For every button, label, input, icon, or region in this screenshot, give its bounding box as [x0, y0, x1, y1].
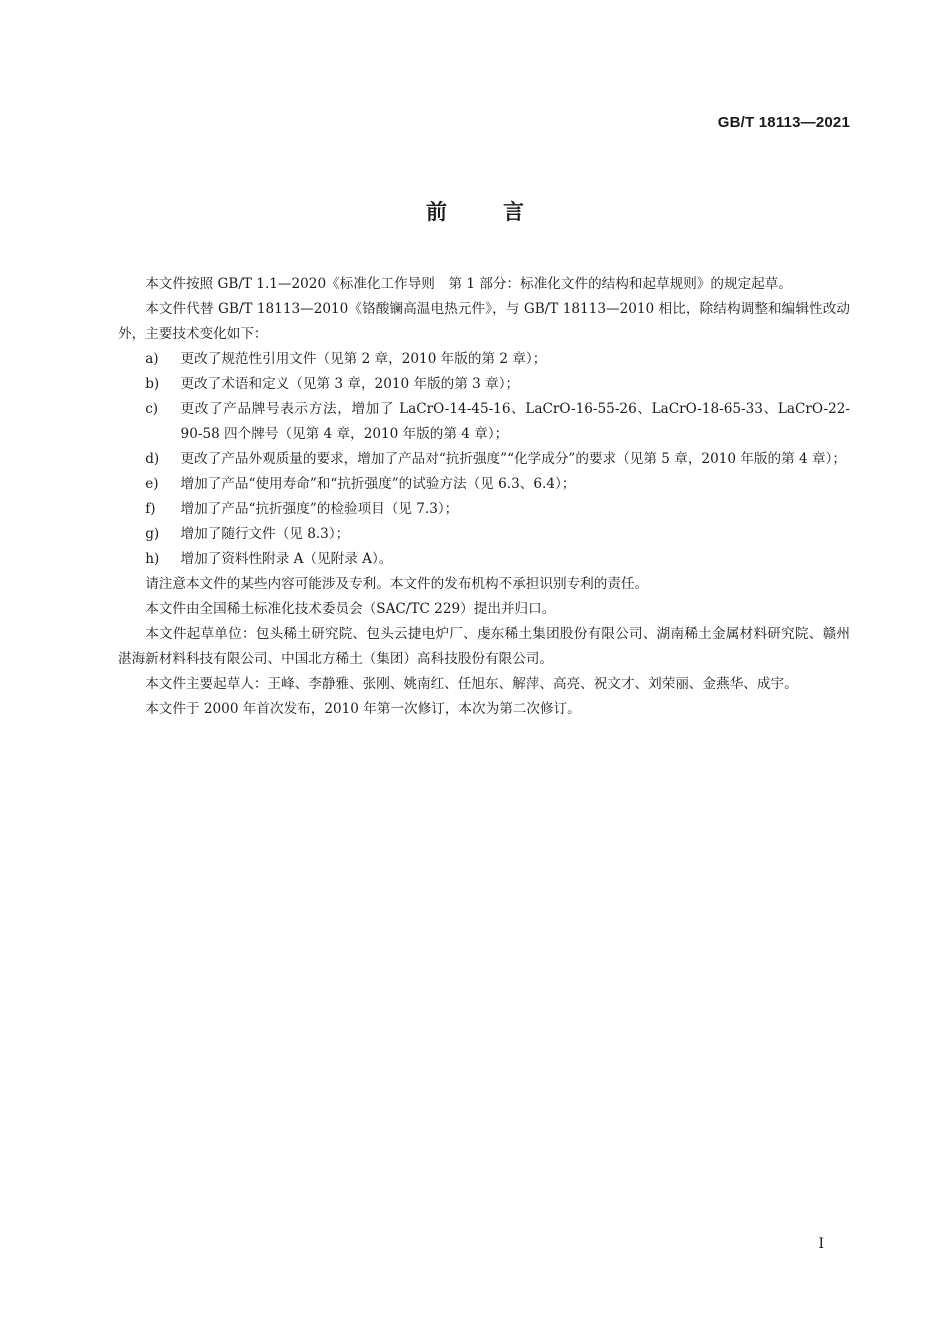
list-item	[145, 547, 850, 572]
list-item	[145, 522, 850, 547]
list-item-text: 更改了产品牌号表示方法，增加了 LaCrO-14-45-16、LaCrO-16-55-26、LaCrO-18-65-33、LaCrO-22-90-58 四个牌号（见第 4 章，2010 年版的第 4 章）；	[180, 401, 850, 442]
standard-code: GB/T 18113—2021	[717, 114, 850, 131]
paragraph-drafters: 本文件主要起草人：王峰、李静雅、张刚、姚南红、任旭东、解萍、高亮、祝文才、刘荣丽、金燕华、成宇。	[145, 676, 798, 692]
paragraph-drafting-rule: 本文件按照 GB/T 1.1—2020《标准化工作导则 第 1 部分：标准化文件的结构和起草规则》的规定起草。	[145, 276, 792, 292]
list-item-text: 更改了产品外观质量的要求，增加了产品对“抗折强度”“化学成分”的要求（见第 5 章，2010 年版的第 4 章）；	[180, 451, 846, 467]
list-item-text: 更改了术语和定义（见第 3 章，2010 年版的第 3 章）；	[180, 376, 520, 392]
list-item-mark: g)	[145, 526, 160, 542]
list-item-mark: a)	[145, 351, 159, 367]
list-item-text: 更改了规范性引用文件（见第 2 章，2010 年版的第 2 章）；	[180, 351, 547, 367]
list-item-mark: c)	[145, 401, 159, 417]
list-item-text: 增加了资料性附录 A（见附录 A）。	[180, 551, 393, 567]
list-item	[145, 372, 850, 397]
list-item-mark: b)	[145, 376, 160, 392]
list-item	[145, 472, 850, 497]
paragraph-drafting-units: 本文件起草单位：包头稀土研究院、包头云捷电炉厂、虔东稀土集团股份有限公司、湖南稀土金属材料研究院、赣州湛海新材料科技有限公司、中国北方稀土（集团）高科技股份有限公司。	[118, 626, 850, 667]
changes-list	[118, 347, 850, 572]
foreword-body	[118, 272, 850, 722]
list-item	[145, 447, 850, 472]
list-item	[145, 497, 850, 522]
page-title: 前言	[426, 200, 580, 224]
list-item-text: 增加了产品“使用寿命”和“抗折强度”的试验方法（见 6.3、6.4）；	[180, 476, 576, 492]
paragraph-history: 本文件于 2000 年首次发布，2010 年第一次修订，本次为第二次修订。	[145, 701, 581, 717]
list-item	[145, 347, 850, 372]
list-item-mark: f)	[145, 501, 156, 517]
page-number: I	[818, 1236, 824, 1252]
list-item-mark: d)	[145, 451, 160, 467]
list-item-mark: e)	[145, 476, 159, 492]
list-item-text: 增加了随行文件（见 8.3）；	[180, 526, 350, 542]
paragraph-proposer: 本文件由全国稀土标准化技术委员会（SAC/TC 229）提出并归口。	[145, 601, 556, 617]
list-item-text: 增加了产品“抗折强度”的检验项目（见 7.3）；	[180, 501, 459, 517]
paragraph-replacement: 本文件代替 GB/T 18113—2010《铬酸镧高温电热元件》，与 GB/T 18113—2010 相比，除结构调整和编辑性改动外，主要技术变化如下：	[118, 301, 850, 342]
list-item	[145, 397, 850, 447]
list-item-mark: h)	[145, 551, 160, 567]
paragraph-patent-notice: 请注意本文件的某些内容可能涉及专利。本文件的发布机构不承担识别专利的责任。	[145, 576, 649, 592]
